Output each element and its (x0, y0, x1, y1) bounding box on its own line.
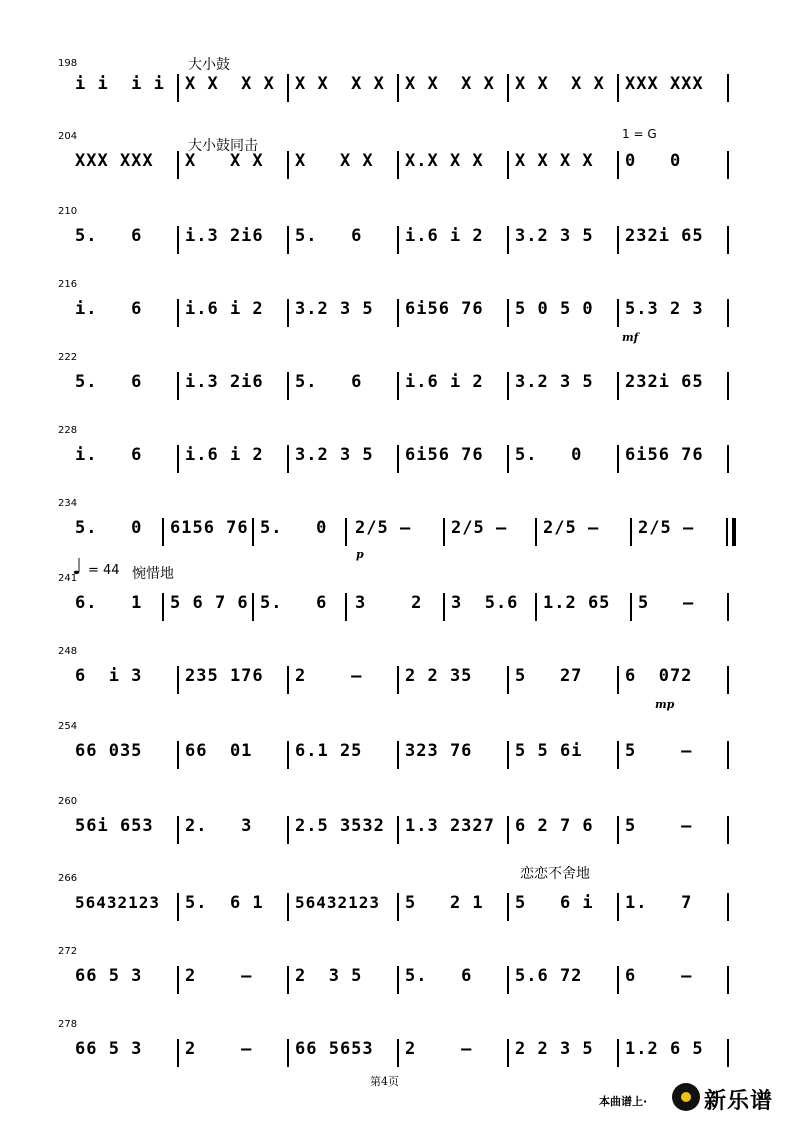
measure: i. 6 (75, 445, 143, 465)
measure: 5.6 72 (515, 966, 583, 986)
measure: 5. 6 (295, 226, 363, 246)
barline (287, 966, 289, 994)
quarter-note-icon: ♩ (72, 555, 83, 580)
measure: X X X X (185, 74, 275, 94)
barline (287, 74, 289, 102)
barline (397, 666, 399, 694)
barline (617, 741, 619, 769)
measure: 56432123 (295, 893, 381, 912)
expression-marking: 惋惜地 (132, 566, 174, 582)
barline (727, 226, 729, 254)
barline (287, 893, 289, 921)
barline (177, 666, 179, 694)
measure: 323 76 (405, 741, 473, 761)
barline (727, 299, 729, 327)
measure: 2. 3 (185, 816, 253, 836)
measure: 5 — (625, 816, 693, 836)
measure: X X X X (515, 74, 605, 94)
barline (507, 226, 509, 254)
barline (617, 893, 619, 921)
measure: 5. 0 (515, 445, 583, 465)
measure: 1. 7 (625, 893, 693, 913)
measure-number: 248 (58, 646, 78, 657)
barline (727, 151, 729, 179)
measure: 6.1 25 (295, 741, 363, 761)
measure: 2 — (185, 1039, 253, 1059)
key-signature: 1 = G (622, 127, 657, 141)
measure-number: 216 (58, 279, 78, 290)
measure: 66 5 3 (75, 1039, 143, 1059)
barline (397, 893, 399, 921)
barline (727, 1039, 729, 1067)
measure: 5. 0 (260, 518, 328, 538)
measure: 5.3 2 3 (625, 299, 704, 319)
dynamic-marking: mf (622, 331, 639, 344)
barline (507, 893, 509, 921)
barline (507, 1039, 509, 1067)
barline (252, 593, 254, 621)
measure: 2 — (295, 666, 363, 686)
measure: 3.2 3 5 (515, 226, 594, 246)
measure: X X X X (295, 74, 385, 94)
barline (397, 816, 399, 844)
dynamic-marking: p (356, 548, 364, 561)
measure: i.3 2i6 (185, 226, 264, 246)
barline (397, 372, 399, 400)
barline (162, 593, 164, 621)
measure: 2 3 5 (295, 966, 363, 986)
measure: 6i56 76 (405, 445, 484, 465)
measure: 5. 6 (75, 372, 143, 392)
barline (617, 226, 619, 254)
measure: 5. 6 (295, 372, 363, 392)
barline (287, 226, 289, 254)
measure: i.3 2i6 (185, 372, 264, 392)
measure: 5. 6 (75, 226, 143, 246)
measure: 2/5 — (543, 518, 600, 538)
measure: 5. 6 (260, 593, 328, 613)
measure: 6156 76 (170, 518, 249, 538)
measure: 66 5653 (295, 1039, 374, 1059)
measure: 2 — (185, 966, 253, 986)
barline (507, 372, 509, 400)
barline (287, 816, 289, 844)
barline (345, 593, 347, 621)
barline (727, 893, 729, 921)
barline (287, 1039, 289, 1067)
barline (727, 593, 729, 621)
instrument-annotation: 大小鼓 (188, 57, 230, 73)
measure: X X X X (515, 151, 594, 171)
measure: X X X (295, 151, 374, 171)
barline (287, 299, 289, 327)
measure-number: 260 (58, 796, 78, 807)
barline (397, 741, 399, 769)
barline (162, 518, 164, 546)
barline (397, 966, 399, 994)
barline (727, 666, 729, 694)
measure: 1.3 2327 (405, 816, 495, 836)
barline (535, 593, 537, 621)
measure: 5 — (638, 593, 695, 613)
measure: i.6 i 2 (185, 299, 264, 319)
measure: 66 5 3 (75, 966, 143, 986)
barline (443, 518, 445, 546)
measure: 6 2 7 6 (515, 816, 594, 836)
barline (727, 816, 729, 844)
barline (727, 445, 729, 473)
brand-name: 新乐谱 (704, 1089, 774, 1114)
barline (727, 966, 729, 994)
barline (617, 372, 619, 400)
instrument-annotation: 大小鼓同击 (188, 138, 258, 154)
measure: 56i 653 (75, 816, 154, 836)
measure: 3.2 3 5 (295, 299, 374, 319)
barline (507, 966, 509, 994)
measure: 5 0 5 0 (515, 299, 594, 319)
measure: 5 6 7 6 (170, 593, 249, 613)
barline (617, 1039, 619, 1067)
dynamic-marking: mp (655, 698, 675, 711)
measure: 6 — (625, 966, 693, 986)
measure-number: 222 (58, 352, 78, 363)
measure: i.6 i 2 (185, 445, 264, 465)
measure: 2/5 — (451, 518, 508, 538)
source-note: 本曲谱上· (599, 1095, 648, 1108)
barline (617, 966, 619, 994)
barline (617, 816, 619, 844)
measure-number: 198 (58, 58, 78, 69)
barline (727, 741, 729, 769)
barline (397, 74, 399, 102)
measure: 56432123 (75, 893, 161, 912)
barline (507, 666, 509, 694)
measure: 6 i 3 (75, 666, 143, 686)
barline (397, 299, 399, 327)
barline (287, 741, 289, 769)
measure-number: 272 (58, 946, 78, 957)
measure: i. 6 (75, 299, 143, 319)
barline (177, 893, 179, 921)
barline (397, 226, 399, 254)
measure: 232i 65 (625, 226, 704, 246)
barline (507, 299, 509, 327)
measure: 6i56 76 (625, 445, 704, 465)
barline (726, 518, 728, 546)
barline (617, 445, 619, 473)
measure: 5 27 (515, 666, 583, 686)
barline (397, 151, 399, 179)
measure: 66 035 (75, 741, 143, 761)
measure: 5 — (625, 741, 693, 761)
barline (727, 372, 729, 400)
measure: i.6 i 2 (405, 226, 484, 246)
barline (177, 299, 179, 327)
brand-logo-icon (672, 1083, 700, 1111)
expression-marking: 恋恋不舍地 (520, 866, 590, 882)
measure: 2 2 3 5 (515, 1039, 594, 1059)
barline (345, 518, 347, 546)
barline (443, 593, 445, 621)
page-number: 第4页 (370, 1075, 399, 1088)
measure: 1.2 65 (543, 593, 611, 613)
measure: 2/5 — (638, 518, 695, 538)
measure-number: 254 (58, 721, 78, 732)
tempo-marking: = 44 (88, 563, 120, 578)
measure: 5. 6 1 (185, 893, 264, 913)
measure: 3.2 3 5 (295, 445, 374, 465)
barline (507, 816, 509, 844)
measure-number: 241 (58, 573, 78, 584)
measure: 66 01 (185, 741, 253, 761)
measure: i.6 i 2 (405, 372, 484, 392)
measure-number: 266 (58, 873, 78, 884)
measure: 2.5 3532 (295, 816, 385, 836)
measure-number: 204 (58, 131, 78, 142)
measure: X X X (185, 151, 264, 171)
measure: 2 2 35 (405, 666, 473, 686)
barline (177, 1039, 179, 1067)
barline (507, 741, 509, 769)
measure: 5 5 6i (515, 741, 583, 761)
barline (727, 74, 729, 102)
barline (507, 74, 509, 102)
measure: 5 6 i (515, 893, 594, 913)
barline (397, 1039, 399, 1067)
barline (252, 518, 254, 546)
barline (287, 372, 289, 400)
measure: 6i56 76 (405, 299, 484, 319)
barline (177, 445, 179, 473)
barline (617, 151, 619, 179)
measure: 5. 6 (405, 966, 473, 986)
measure: i i i i (75, 74, 165, 94)
measure: 232i 65 (625, 372, 704, 392)
measure: X.X X X (405, 151, 484, 171)
barline (617, 74, 619, 102)
measure: XXX XXX (75, 151, 154, 171)
barline (287, 666, 289, 694)
barline (397, 445, 399, 473)
barline (287, 445, 289, 473)
measure: 235 176 (185, 666, 264, 686)
barline (630, 593, 632, 621)
measure: 5. 0 (75, 518, 143, 538)
barline (507, 445, 509, 473)
barline (617, 666, 619, 694)
barline (287, 151, 289, 179)
barline (177, 151, 179, 179)
measure: 0 0 (625, 151, 682, 171)
barline (177, 741, 179, 769)
measure: X X X X (405, 74, 495, 94)
barline (177, 226, 179, 254)
measure: XXX XXX (625, 74, 704, 94)
measure: 5 2 1 (405, 893, 484, 913)
barline (177, 966, 179, 994)
barline (630, 518, 632, 546)
measure: 6. 1 (75, 593, 143, 613)
barline (507, 151, 509, 179)
barline (535, 518, 537, 546)
measure-number: 210 (58, 206, 78, 217)
measure-number: 278 (58, 1019, 78, 1030)
barline (177, 74, 179, 102)
measure-number: 228 (58, 425, 78, 436)
measure: 2/5 — (355, 518, 412, 538)
measure: 2 — (405, 1039, 473, 1059)
measure: 3 2 (355, 593, 423, 613)
final-barline (732, 518, 736, 546)
barline (617, 299, 619, 327)
barline (177, 816, 179, 844)
measure: 1.2 6 5 (625, 1039, 704, 1059)
measure: 3.2 3 5 (515, 372, 594, 392)
barline (177, 372, 179, 400)
measure-number: 234 (58, 498, 78, 509)
measure: 3 5.6 (451, 593, 519, 613)
measure: 6 072 (625, 666, 693, 686)
